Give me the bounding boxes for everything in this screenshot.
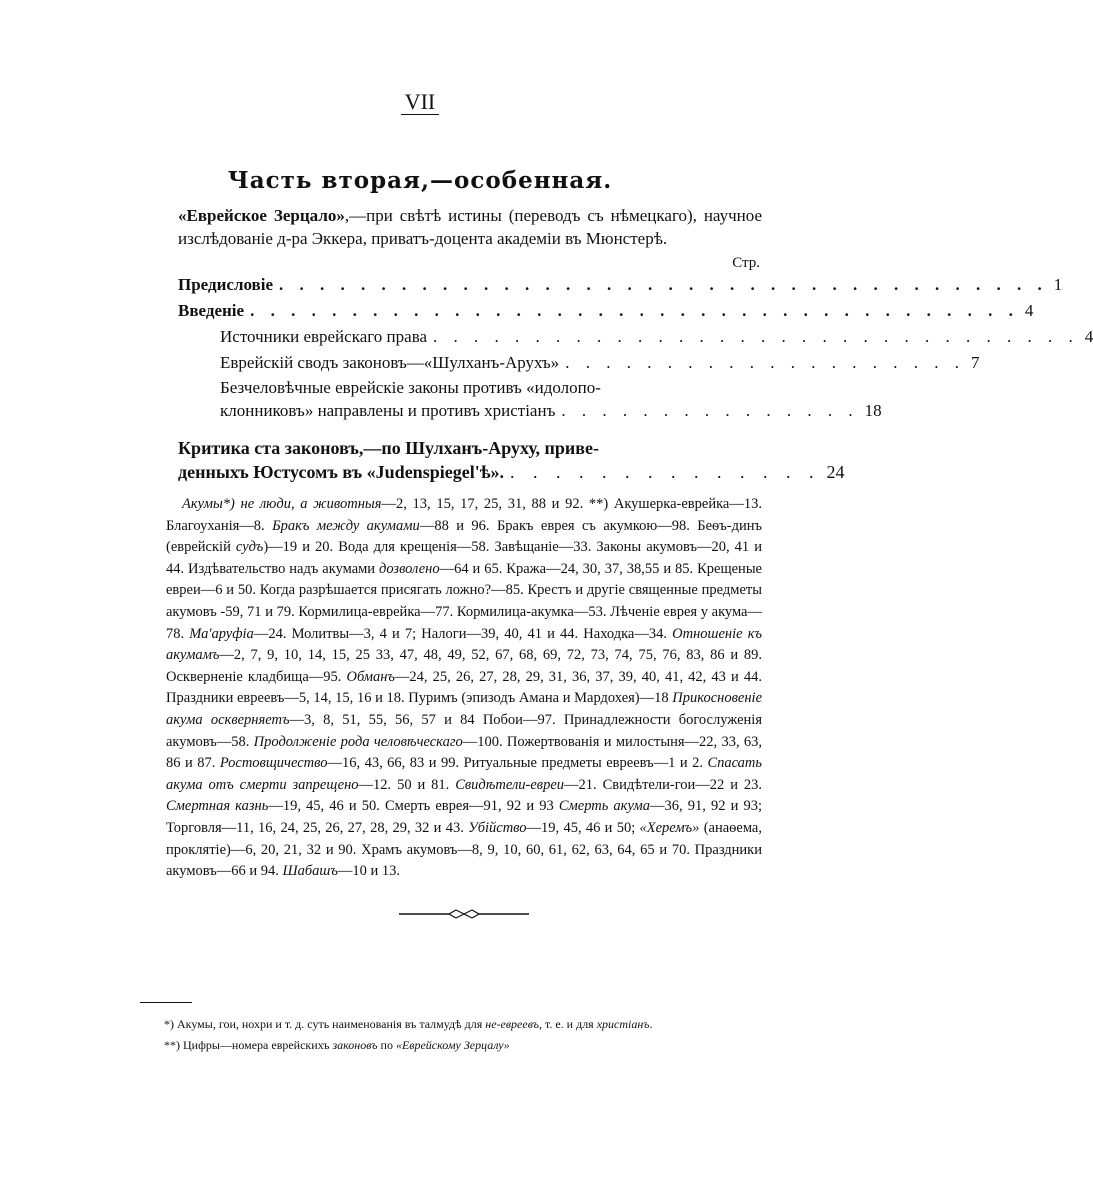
italic-term: Бракъ между акумами	[272, 517, 420, 534]
dot-leader: . . . . . . . . . . . . . . . . . . . .	[565, 353, 965, 372]
index-text: .	[649, 1017, 653, 1031]
index-text: —3, 8, 51, 55, 56, 57 и 84 Побои—97. Принадлежности богослуженія акумовъ—58.	[166, 711, 762, 750]
index-text: —36, 91, 92 и 93; Торговля—11, 16, 24, 25, 26, 27, 28, 29, 32 и 43.	[166, 798, 763, 836]
intro-text: ,—при свѣтѣ истины (переводъ съ нѣмецкаго), научное изслѣдованіе д-ра Эккера, приватъ-доцента академіи въ Мюнстерѣ.	[178, 206, 763, 248]
toc-label: Источники еврейскаго права	[220, 327, 428, 346]
index-text: по	[377, 1038, 396, 1052]
italic-term: «Еврейскому Зерцалу»	[395, 1038, 510, 1052]
main-column	[166, 88, 1093, 921]
footnotes	[140, 1014, 760, 1056]
page-column-label: Стр.	[732, 255, 760, 271]
index-text: —2, 7, 9, 10, 14, 15, 25 33, 47, 48, 49, 52, 67, 68, 69, 72, 73, 74, 75, 76, 83, 86 и 89. Оскверненіе кладбища—95.	[166, 647, 762, 685]
footnote-1	[140, 1014, 760, 1035]
toc-label-line1: Безчеловѣчные еврейскіе законы противъ «идолопо-	[220, 378, 601, 397]
toc-label: Предисловіе	[178, 275, 274, 294]
toc-label: Введеніе	[178, 301, 245, 320]
dot-leader: . . . . . . . . . . . . . . . . . . . . . . . . . . . . . . . . . . . . . .	[279, 275, 1048, 294]
italic-term: христіанъ	[596, 1017, 650, 1031]
index-text: —21. Свидѣтели-гои—22 и 23.	[564, 776, 762, 793]
italic-term: Смертная казнь	[166, 798, 269, 815]
ornament-divider	[399, 907, 529, 921]
italic-term: Продолженіе рода человѣческаго	[253, 733, 463, 750]
italic-term: Убійство	[468, 819, 527, 836]
toc-entry-laws	[166, 376, 882, 422]
index-text: *) Акумы, гои, нохри и т. д. суть наименованія въ талмудѣ для	[164, 1017, 486, 1031]
index-text: (анаѳема, проклятіе)—6, 20, 21, 32 и 90. Храмъ акумовъ—8, 9, 10, 60, 61, 62, 63, 64, 65 и 70. Праздники акумовъ—66 и 94.	[166, 819, 762, 880]
index-text: )—19 и 20. Вода для крещенія—58. Завѣщаніе—33. Законы акумовъ—20, 41 и 44. Издѣвательство надъ акумами	[166, 539, 762, 577]
footnote-2	[140, 1035, 760, 1056]
index-text: —12. 50 и 81.	[358, 776, 456, 793]
toc-label-line2: клонниковъ» направлены и противъ христіанъ	[220, 401, 556, 420]
critique-line2: денныхъ Юстусомъ въ «Judenspiegel'ѣ».	[178, 462, 504, 482]
toc-entry-sources	[166, 324, 1093, 350]
toc-page: 4	[1084, 327, 1093, 346]
index-text: —24, 25, 26, 27, 28, 29, 31, 36, 37, 39, 40, 41, 42, 43 и 44. Праздники евреевъ—5, 14, 15, 16 и 18. Пуримъ (эпизодъ Амана и Мардохея)—18	[166, 668, 762, 707]
part-title: Часть вторая,—особенная.	[227, 167, 613, 194]
italic-term: Ма'аруфіа	[189, 625, 254, 642]
toc-page: 18	[864, 401, 882, 420]
index-text: **) Цифры—номера еврейскихъ	[164, 1038, 333, 1052]
dot-leader: . . . . . . . . . . . . . .	[510, 462, 821, 482]
index-text: , т. е. и для	[539, 1017, 597, 1031]
subject-index	[166, 494, 762, 883]
italic-term: Акумы*) не люди, а животныя	[182, 496, 382, 512]
index-text: —16, 43, 66, 83 и 99. Ритуальные предметы евреевъ—1 и 2.	[327, 755, 708, 772]
italic-term: законовъ	[332, 1038, 378, 1052]
page-number-text: VII	[401, 89, 440, 115]
index-text: —100. Пожертвованія и милостыня—22, 33, 63, 86 и 87.	[166, 733, 762, 772]
italic-term: Спасать акума отъ смерти запрещено	[166, 755, 762, 793]
dot-leader: . . . . . . . . . . . . . . . . . . . . . . . . . . . . . . . . . . . . . .	[250, 301, 1019, 320]
dot-leader: . . . . . . . . . . . . . . .	[561, 401, 859, 420]
index-text: —88 и 96. Бракъ еврея съ акумкою—98. Беѳъ-динъ (еврейскій	[166, 517, 763, 556]
toc-entry-introduction	[166, 298, 1034, 324]
index-text: —19, 45, 46 и 50. Смерть еврея—91, 92 и 93	[268, 798, 559, 815]
index-text: —19, 45, 46 и 50;	[526, 819, 640, 836]
italic-term: Смерть акума	[558, 798, 651, 815]
italic-term: Прикосновеніе акума оскверняетъ	[166, 690, 762, 728]
critique-line1: Критика ста законовъ,—по Шулханъ-Аруху, приве-	[178, 438, 600, 458]
toc-page: 1	[1053, 275, 1063, 294]
toc-entry-shulchan-aruch	[166, 350, 980, 376]
italic-term: Обманъ	[346, 668, 395, 685]
page-number	[0, 88, 840, 116]
italic-term: судъ	[235, 539, 264, 556]
italic-term: Свидѣтели-евреи	[455, 776, 565, 793]
italic-term: Отношеніе къ акумамъ	[166, 625, 763, 664]
footnote-rule	[140, 1002, 192, 1003]
toc-page: 4	[1024, 301, 1034, 320]
toc-page: 7	[970, 353, 980, 372]
italic-term: Ростовщичество	[219, 755, 328, 772]
critique-page: 24	[826, 462, 845, 482]
index-text: —10 и 13.	[337, 863, 401, 880]
index-text: —2, 13, 15, 17, 25, 31, 88 и 92. **) Акушерка-еврейка—13. Благоуханія—8.	[166, 496, 762, 534]
dot-leader: . . . . . . . . . . . . . . . . . . . . . . . . . . . . . . . .	[433, 327, 1079, 346]
toc-label: Еврейскій сводъ законовъ—«Шулханъ-Арухъ»	[220, 353, 560, 372]
toc-entry-preface	[166, 272, 1063, 298]
index-text: —64 и 65. Кража—24, 30, 37, 38,55 и 85. Крещеные евреи—6 и 50. Когда разрѣшается присягать ложно?—85. Крестъ и другіе священные предметы акумовъ -59, 71 и 79. Кормилица-еврейка—77. Кормилица-акумка—53. Лѣченіе еврея у акума—78.	[166, 560, 762, 642]
italic-term: не-евреевъ	[485, 1017, 539, 1031]
critique-heading	[166, 436, 845, 484]
italic-term: «Херемъ»	[639, 819, 700, 836]
intro-paragraph	[166, 204, 762, 250]
intro-title: «Еврейское Зерцало»	[178, 206, 345, 225]
index-text: —24. Молитвы—3, 4 и 7; Налоги—39, 40, 41 и 44. Находка—34.	[253, 625, 673, 642]
italic-term: дозволено	[379, 560, 440, 577]
italic-term: Шабашъ	[282, 863, 338, 880]
